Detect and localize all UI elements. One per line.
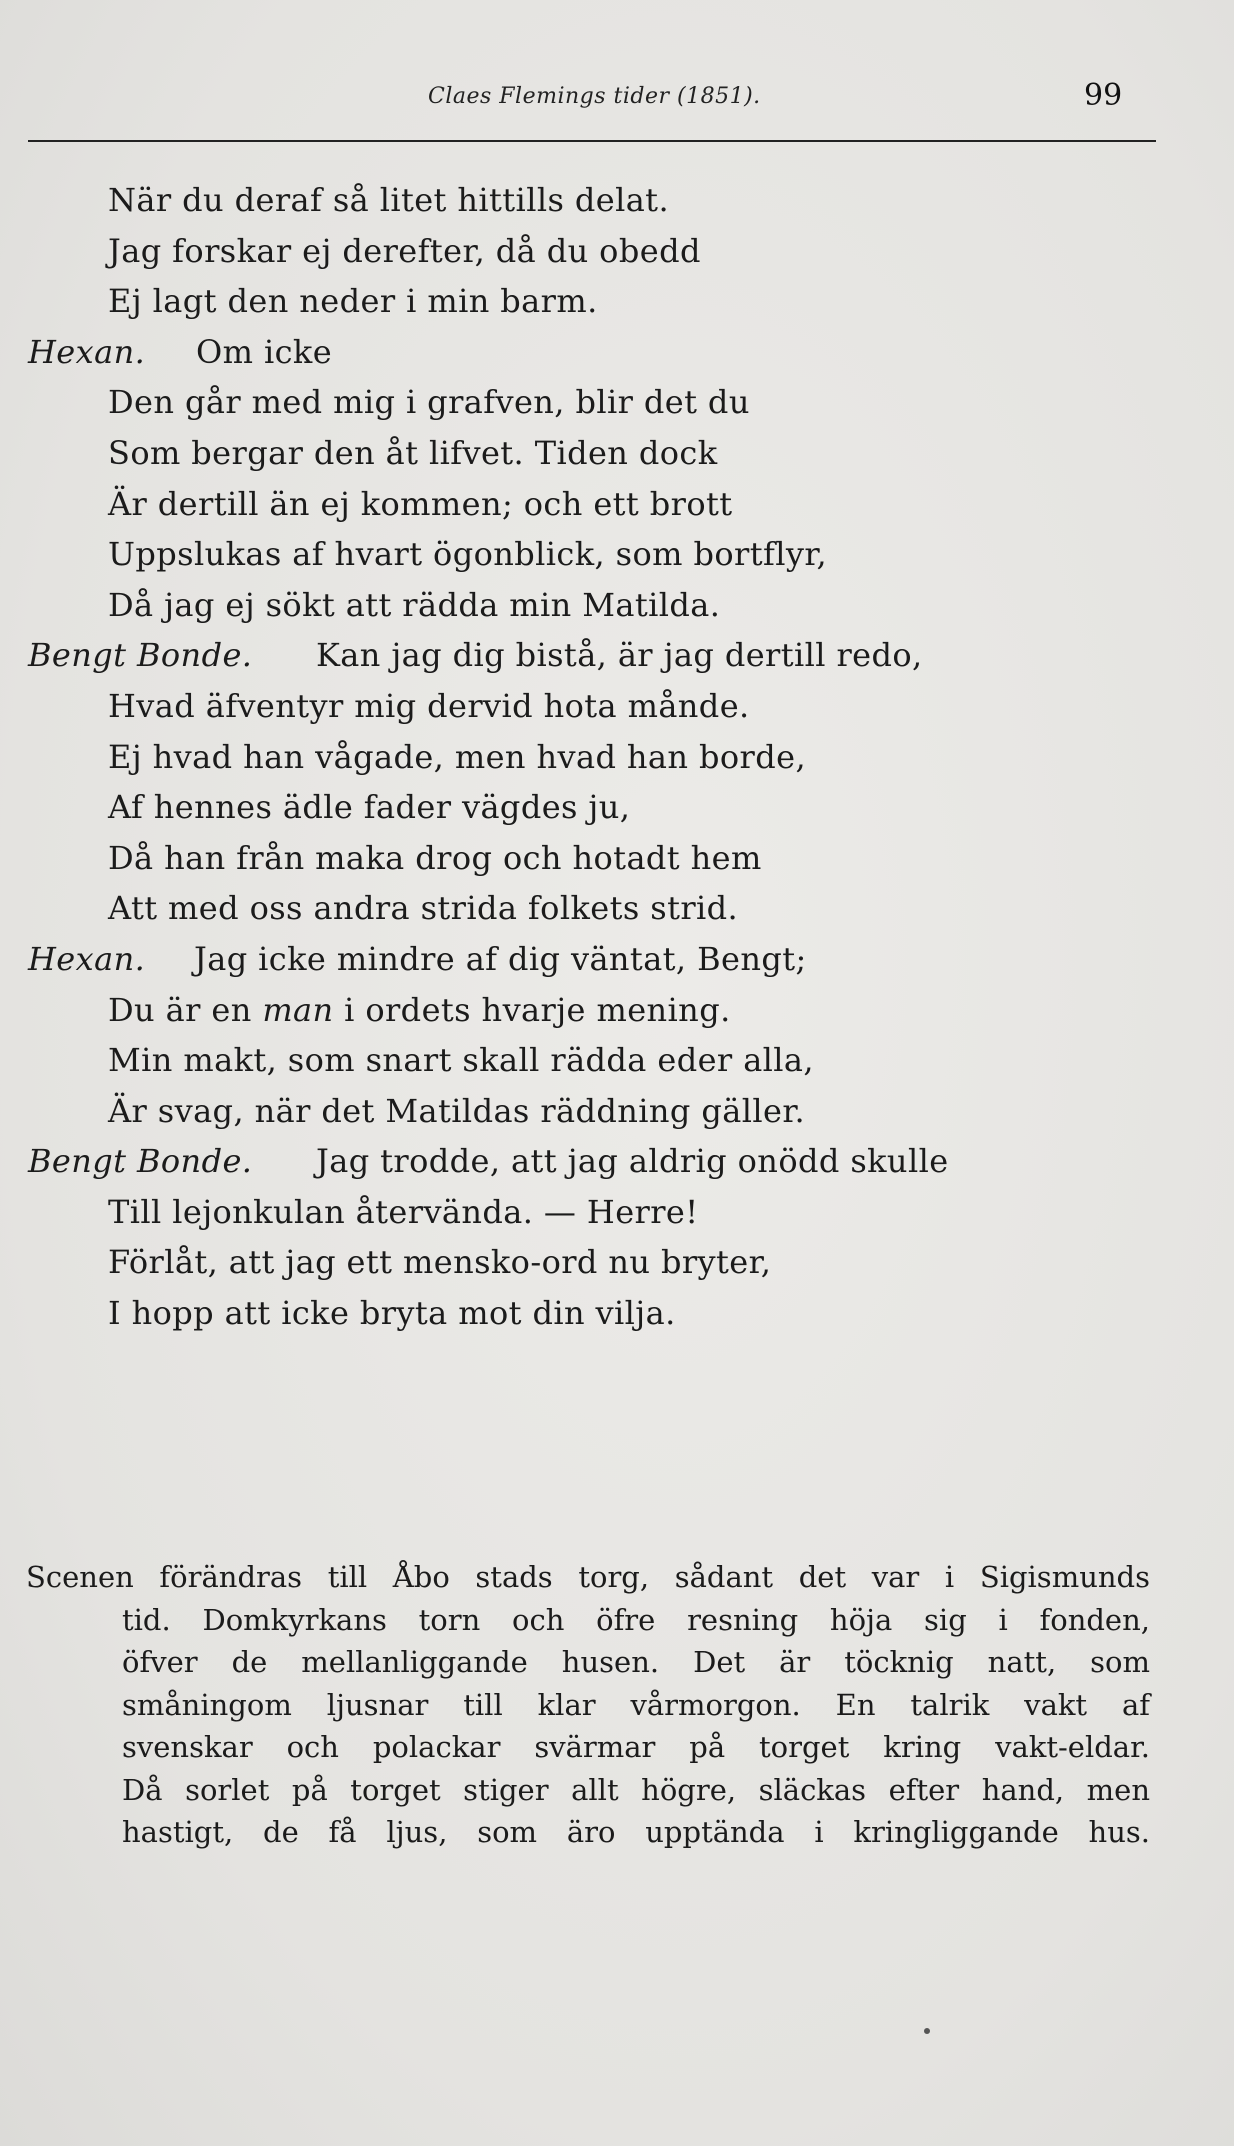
verse-line-text: I hopp att icke bryta mot din vilja. <box>108 1294 676 1333</box>
verse-line-text: Ej lagt den neder i min barm. <box>108 282 598 321</box>
stage-direction-line: svenskar och polackar svärmar på torget kring vakt-eldar. <box>122 1730 1150 1764</box>
verse-line-text: Min makt, som snart skall rädda eder alla, <box>108 1041 814 1080</box>
verse-line <box>0 934 1234 985</box>
header-rule <box>28 140 1156 142</box>
verse-line-text: Är dertill än ej kommen; och ett brott <box>108 484 733 523</box>
verse-line-text: Om icke <box>196 332 333 371</box>
verse-line-text: Kan jag dig bistå, är jag dertill redo, <box>316 636 923 675</box>
stage-direction-line: småningom ljusnar till klar vårmorgon. En talrik vakt af <box>122 1687 1150 1722</box>
verse-line <box>0 226 1234 277</box>
page-number: 99 <box>1084 78 1123 113</box>
verse-line <box>0 580 1234 631</box>
verse-line-text: Jag forskar ej derefter, då du obedd <box>108 231 701 270</box>
speaker-name: Bengt Bonde. <box>28 1142 253 1181</box>
verse-line <box>0 377 1234 428</box>
verse-line <box>0 681 1234 732</box>
verse-line <box>0 479 1234 530</box>
verse-line <box>0 985 1234 1036</box>
verse-block <box>0 175 1234 1339</box>
speaker-name: Bengt Bonde. <box>28 636 253 675</box>
verse-line-text: När du deraf så litet hittills delat. <box>108 181 670 219</box>
verse-line-text: Förlåt, att jag ett mensko-ord nu bryter, <box>108 1243 772 1282</box>
verse-line-text: Jag icke mindre af dig väntat, Bengt; <box>194 939 807 978</box>
verse-line <box>0 1237 1234 1288</box>
ink-speck <box>924 2028 930 2034</box>
emphasis-word: man <box>262 990 334 1029</box>
verse-line-text: Är svag, när det Matildas räddning gäller. <box>108 1091 806 1130</box>
stage-direction-line: tid. Domkyrkans torn och öfre resning höja sig i fonden, <box>122 1602 1150 1637</box>
verse-line-text-part: i ordets hvarje mening. <box>333 990 731 1029</box>
verse-line <box>0 1136 1234 1187</box>
running-title: Claes Flemings tider (1851). <box>428 84 761 109</box>
verse-line-text <box>108 985 731 1036</box>
verse-line-text: Att med oss andra strida folkets strid. <box>108 889 739 928</box>
verse-line <box>0 1035 1234 1086</box>
verse-line <box>0 630 1234 681</box>
verse-line <box>0 529 1234 580</box>
verse-line <box>0 732 1234 783</box>
verse-line-text: Då han från maka drog och hotadt hem <box>108 838 762 877</box>
verse-line-text-part: Du är en <box>108 990 263 1029</box>
verse-line-text: Af hennes ädle fader vägdes ju, <box>108 788 631 827</box>
verse-line-text: Hvad äfventyr mig dervid hota månde. <box>108 686 750 725</box>
stage-direction-line: öfver de mellanliggande husen. Det är töcknig natt, som <box>122 1645 1150 1679</box>
stage-direction <box>26 1556 1150 1854</box>
verse-line <box>0 175 1234 226</box>
verse-line <box>0 1086 1234 1137</box>
stage-direction-line: hastigt, de få ljus, som äro upptända i kringliggande hus. <box>122 1815 1150 1849</box>
verse-line-text: Som bergar den åt lifvet. Tiden dock <box>108 433 718 472</box>
page-header <box>0 78 1234 118</box>
verse-line-text: Till lejonkulan återvända. — Herre! <box>108 1192 699 1231</box>
verse-line-text: Den går med mig i grafven, blir det du <box>108 383 750 422</box>
verse-line <box>0 833 1234 884</box>
stage-direction-line: Då sorlet på torget stiger allt högre, släckas efter hand, men <box>122 1772 1150 1807</box>
verse-line-text: Ej hvad han vågade, men hvad han borde, <box>108 737 807 776</box>
speaker-name: Hexan. <box>28 332 146 371</box>
verse-line-text: Då jag ej sökt att rädda min Matilda. <box>108 585 721 624</box>
verse-line-text: Jag trodde, att jag aldrig onödd skulle <box>316 1142 949 1181</box>
verse-line <box>0 1288 1234 1339</box>
stage-direction-line: Scenen förändras till Åbo stads torg, sådant det var i Sigismunds <box>26 1560 1150 1594</box>
verse-line <box>0 1187 1234 1238</box>
verse-line <box>0 883 1234 934</box>
verse-line <box>0 428 1234 479</box>
verse-line <box>0 782 1234 833</box>
speaker-name: Hexan. <box>28 939 146 978</box>
verse-line <box>0 327 1234 378</box>
verse-line-text: Uppslukas af hvart ögonblick, som bortflyr, <box>108 535 828 574</box>
verse-line <box>0 276 1234 327</box>
